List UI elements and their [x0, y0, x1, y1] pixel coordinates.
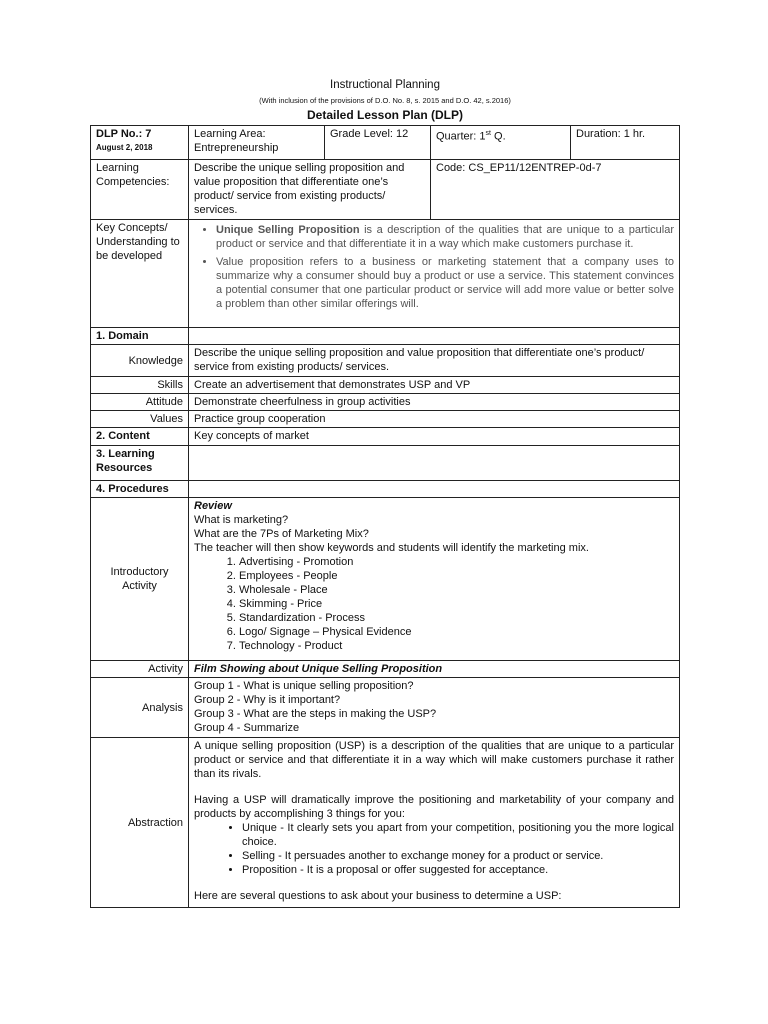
- review-question-2: What are the 7Ps of Marketing Mix?: [194, 528, 369, 540]
- duration: Duration: 1 hr.: [571, 126, 680, 160]
- competency-code: Code: CS_EP11/12ENTREP-0d-7: [431, 160, 680, 220]
- domain-row: [91, 328, 680, 345]
- skills-label: Skills: [91, 377, 189, 394]
- mix-item: 7. Technology - Product: [239, 639, 674, 653]
- analysis-group: Group 2 - Why is it important?: [194, 694, 341, 706]
- learning-area-cell: [189, 126, 325, 160]
- activity-row: [91, 661, 680, 678]
- usp-bullet: • Unique - It clearly sets you apart from your competition, positioning you the more logical choice.: [242, 821, 674, 849]
- plan-title: Detailed Lesson Plan (DLP): [306, 108, 464, 122]
- analysis-group: Group 3 - What are the steps in making the USP?: [194, 708, 437, 720]
- analysis-label: Analysis: [91, 678, 189, 738]
- content-label: 2. Content: [91, 428, 189, 446]
- competencies-label: Learning Competencies:: [91, 160, 189, 220]
- resources-row: [91, 446, 680, 481]
- key-concepts-row: [91, 220, 680, 328]
- abstraction-label: Abstraction: [91, 738, 189, 908]
- usp-bullets: [194, 821, 674, 877]
- abstraction-paragraph-3: Here are several questions to ask about your business to determine a USP:: [194, 890, 562, 902]
- dlp-date: August 2, 2018: [96, 143, 153, 152]
- values-label: Values: [91, 411, 189, 428]
- dlp-table: [90, 125, 680, 908]
- marketing-mix-list: [194, 555, 674, 653]
- knowledge-text: Describe the unique selling proposition and value proposition that differentiate one’s product/ service from existing products/ services.: [189, 345, 680, 377]
- activity-text: Film Showing about Unique Selling Proposition: [189, 661, 680, 678]
- review-heading: Review: [194, 500, 232, 512]
- key-concept-vp: • Value proposition refers to a business or marketing statement that a company uses to summarize why a consumer should buy a product or use a service. This statement convinces a potential consumer that one particular product or service will add more value or better solve a problem than other similar offerings will.: [216, 255, 674, 311]
- resources-label: 3. Learning Resources: [91, 446, 189, 481]
- values-text: Practice group cooperation: [189, 411, 680, 428]
- procedures-label: 4. Procedures: [91, 481, 189, 498]
- review-instruction: The teacher will then show keywords and students will identify the marketing mix.: [194, 542, 589, 554]
- analysis-group: Group 1 - What is unique selling proposition?: [194, 680, 414, 692]
- introductory-cell: [189, 498, 680, 661]
- knowledge-label: Knowledge: [91, 345, 189, 377]
- abstraction-row: [91, 738, 680, 908]
- dlp-number: DLP No.: 7: [96, 128, 152, 140]
- mix-item: 2. Employees - People: [239, 569, 674, 583]
- analysis-cell: [189, 678, 680, 738]
- abstraction-paragraph-2: Having a USP will dramatically improve the positioning and marketability of your company and products by accomplishing 3 things for you:: [194, 794, 674, 820]
- procedures-row: [91, 481, 680, 498]
- competencies-row: [91, 160, 680, 220]
- mix-item: 4. Skimming - Price: [239, 597, 674, 611]
- mix-item: 3. Wholesale - Place: [239, 583, 674, 597]
- mix-item: 5. Standardization - Process: [239, 611, 674, 625]
- key-concepts-cell: [189, 220, 680, 328]
- quarter-sup: st: [485, 130, 491, 137]
- introductory-row: [91, 498, 680, 661]
- domain-label: 1. Domain: [91, 328, 189, 345]
- skills-text: Create an advertisement that demonstrates USP and VP: [189, 377, 680, 394]
- usp-bullet: • Proposition - It is a proposal or offer suggested for acceptance.: [242, 863, 674, 877]
- values-row: [91, 411, 680, 428]
- grade-level: Grade Level: 12: [325, 126, 431, 160]
- activity-label: Activity: [91, 661, 189, 678]
- abstraction-cell: [189, 738, 680, 908]
- mix-item: 1. Advertising - Promotion: [239, 555, 674, 569]
- dlp-no-cell: [91, 126, 189, 160]
- key-concepts-label: Key Concepts/ Understanding to be developed: [91, 220, 189, 328]
- competencies-text: Describe the unique selling proposition and value proposition that differentiate one’s product/ service from existing products/ services.: [189, 160, 431, 220]
- usp-definition: is a description of the qualities that are unique to a particular product or service and that differentiate it in a way which make customers purchase it.: [216, 224, 674, 250]
- quarter-prefix: Quarter: 1: [436, 130, 486, 143]
- knowledge-row: [91, 345, 680, 377]
- content-text: Key concepts of market: [189, 428, 680, 446]
- abstraction-paragraph-1: A unique selling proposition (USP) is a description of the qualities that are unique to a particular product or service and that differentiate it in a way which will make customers purchase it rather than its rivals.: [194, 740, 674, 780]
- learning-area-label: Learning Area:: [194, 128, 266, 140]
- quarter-cell: [431, 126, 571, 160]
- usp-term: Unique Selling Proposition: [216, 224, 360, 236]
- doc-title: Instructional Planning: [330, 79, 440, 91]
- key-concept-usp: [216, 223, 674, 251]
- content-row: [91, 428, 680, 446]
- analysis-row: [91, 678, 680, 738]
- review-question-1: What is marketing?: [194, 514, 289, 526]
- usp-bullet: • Selling - It persuades another to exchange money for a product or service.: [242, 849, 674, 863]
- attitude-row: [91, 394, 680, 411]
- skills-row: [91, 377, 680, 394]
- key-concepts-list: [194, 223, 674, 311]
- mix-item: 6. Logo/ Signage – Physical Evidence: [239, 625, 674, 639]
- attitude-label: Attitude: [91, 394, 189, 411]
- doc-subtitle: (With inclusion of the provisions of D.O. No. 8, s. 2015 and D.O. 42, s.2016): [259, 96, 511, 105]
- quarter-suffix: Q.: [490, 130, 506, 143]
- analysis-group: Group 4 - Summarize: [194, 722, 300, 734]
- learning-area-value: Entrepreneurship: [194, 142, 279, 154]
- attitude-text: Demonstrate cheerfulness in group activities: [189, 394, 680, 411]
- introductory-label: Introductory Activity: [91, 498, 189, 661]
- info-row: [91, 126, 680, 160]
